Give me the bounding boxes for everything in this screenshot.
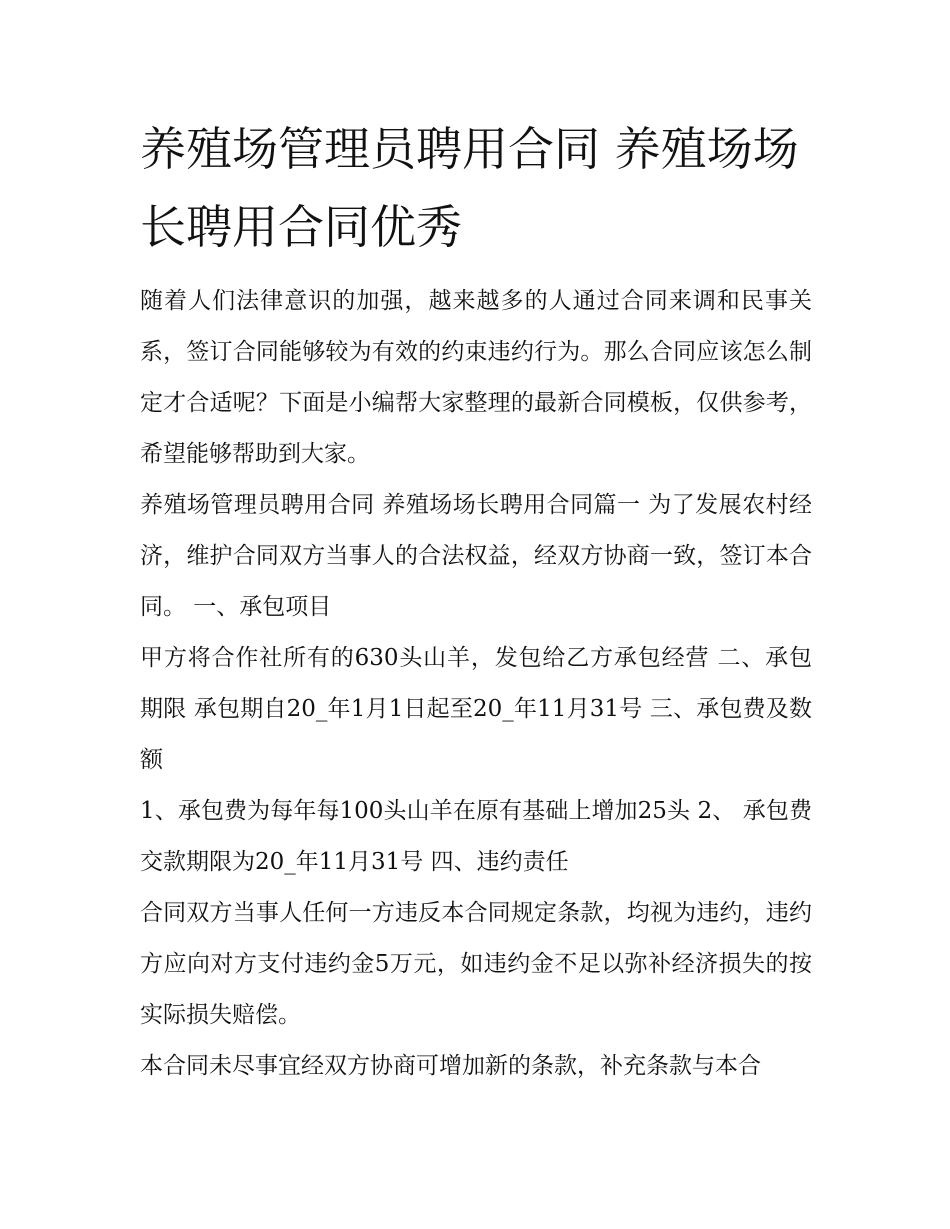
paragraph-project-term: 甲方将合作社所有的630头山羊，发包给乙方承包经营 二、承包期限 承包期自20_年1月1日起至20_年11月31号 三、承包费及数额 [140,645,812,773]
document-title: 养殖场管理员聘用合同 养殖场场长聘用合同优秀 [140,122,799,254]
paragraph-fee: 1、承包费为每年每100头山羊在原有基础上增加25头 2、 承包费交款期限为20_年11月31号 四、违约责任 [140,798,812,875]
paragraph-supplementary: 本合同未尽事宜经双方协商可增加新的条款，补充条款与本合 [140,1053,761,1079]
paragraph-breach: 合同双方当事人任何一方违反本合同规定条款，均视为违约，违约方应向对方支付违约金5万元，如违约金不足以弥补经济损失的按实际损失赔偿。 [140,900,812,1028]
paragraph-contract-preamble: 养殖场管理员聘用合同 养殖场场长聘用合同篇一 为了发展农村经济，维护合同双方当事人的合法权益，经双方协商一致，签订本合同。 一、承包项目 [140,492,812,620]
document-page [140,110,812,1092]
paragraph-intro: 随着人们法律意识的加强，越来越多的人通过合同来调和民事关系，签订合同能够较为有效的约束违约行为。那么合同应该怎么制定才合适呢？下面是小编帮大家整理的最新合同模板，仅供参考，希望能够帮助到大家。 [140,288,812,467]
